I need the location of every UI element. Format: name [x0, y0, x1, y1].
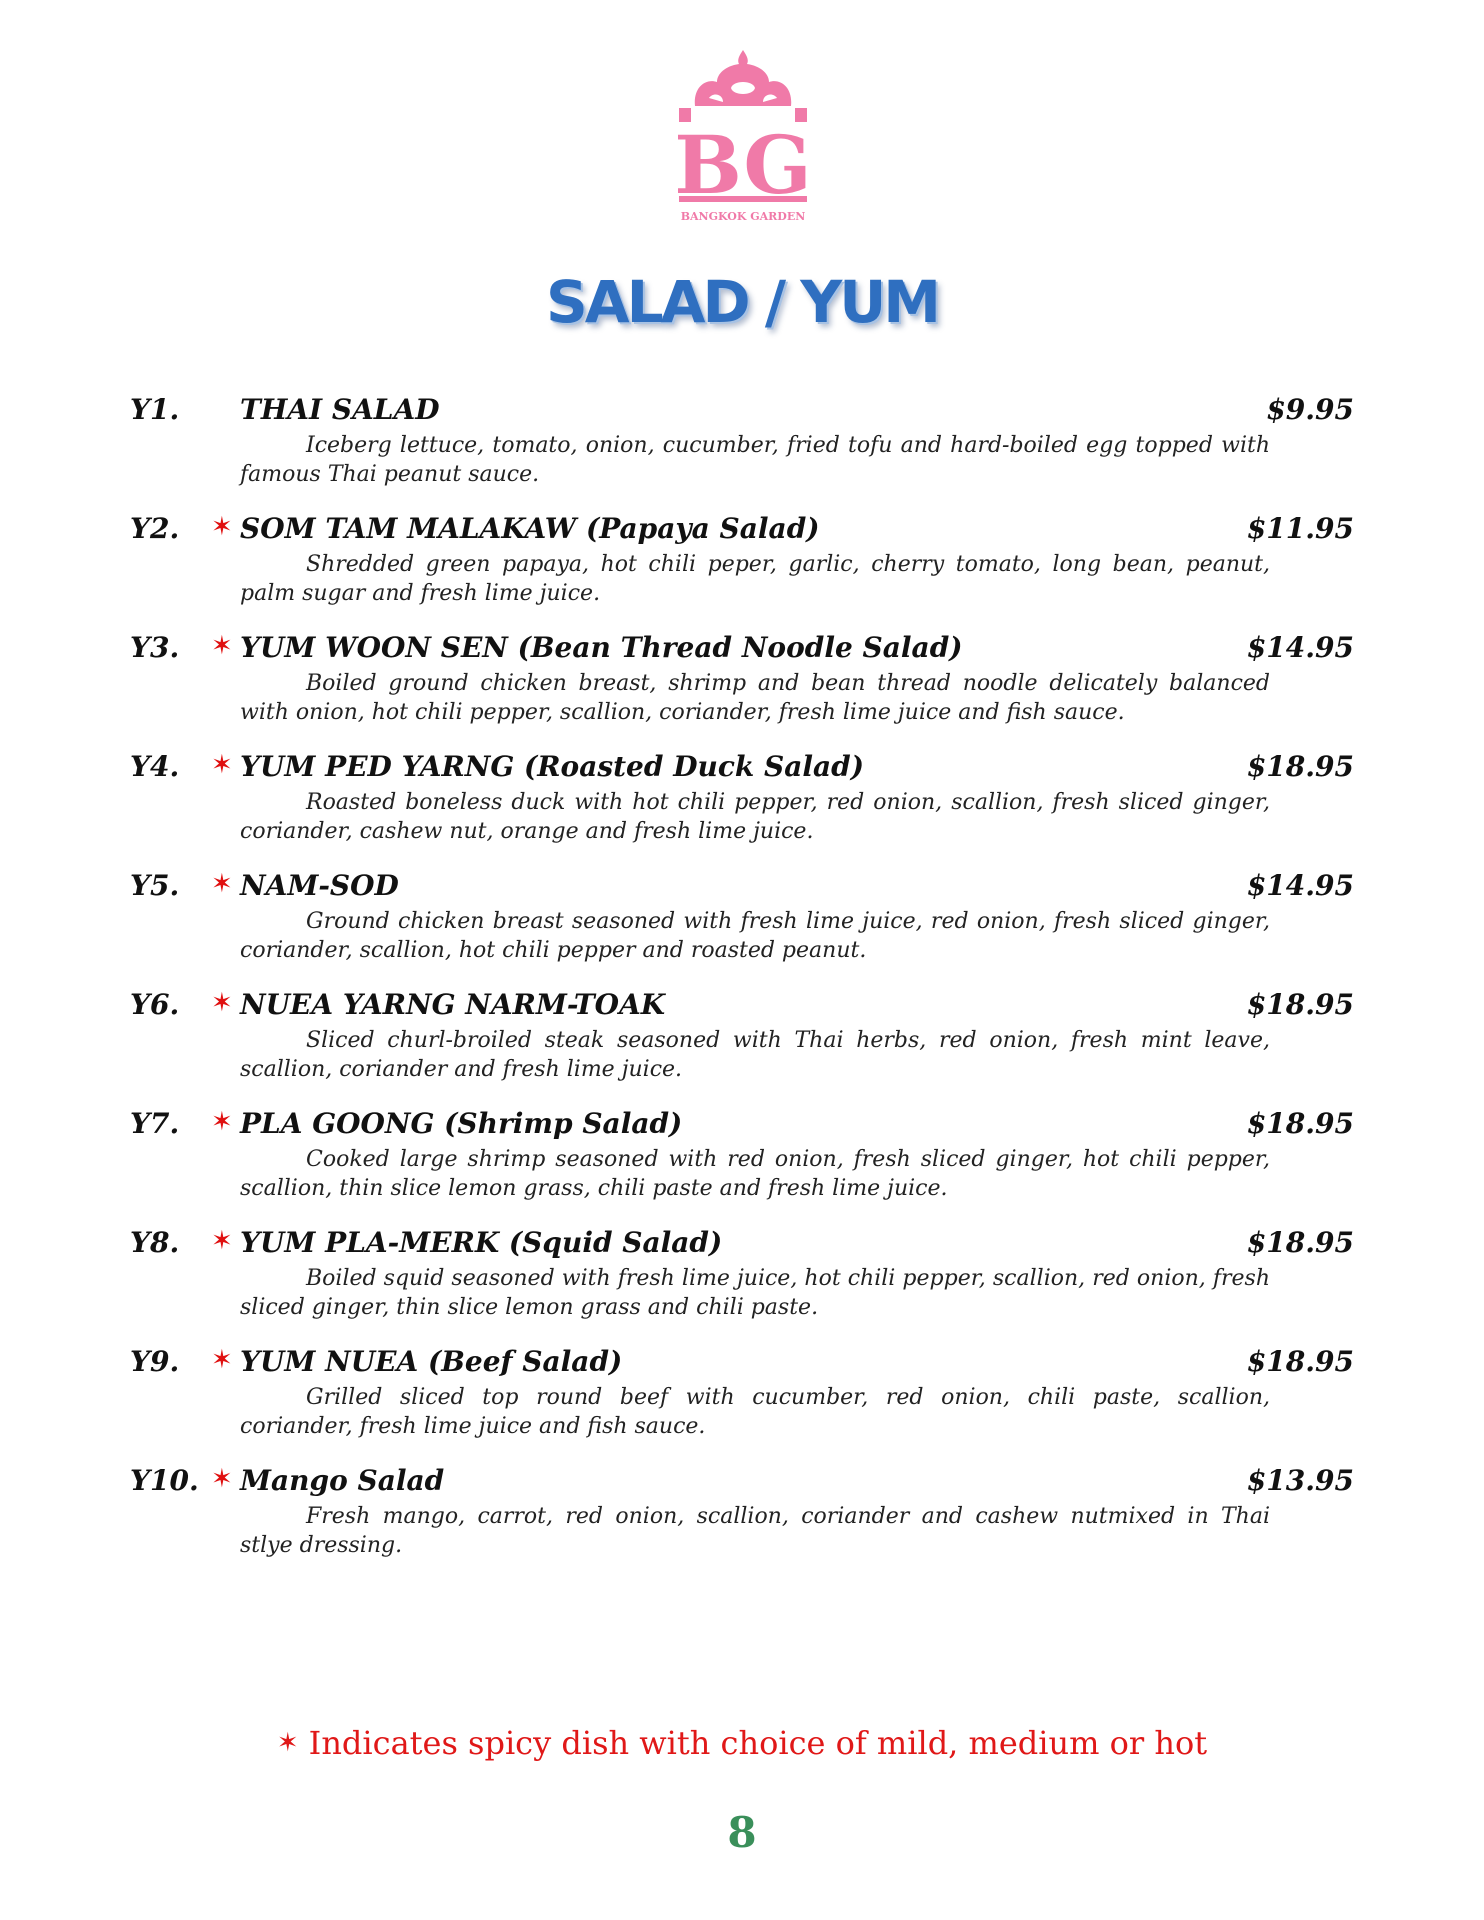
item-code: Y6. [130, 988, 180, 1021]
item-description: Roasted boneless duck with hot chili pepper, red onion, scallion, fresh sliced ginger, coriander, cashew nut, orange and fresh lime juice. [240, 790, 1270, 844]
spicy-star-icon: ✶ [211, 631, 233, 661]
section-title: SALAD / YUM [545, 268, 939, 336]
item-price: $18.95 [1246, 750, 1354, 783]
menu-item [0, 1345, 1484, 1464]
spicy-star-icon: ✶ [211, 869, 233, 899]
item-name: SOM TAM MALAKAW (Papaya Salad) [240, 512, 820, 545]
menu-item [0, 631, 1484, 750]
spicy-star-icon: ✶ [211, 1107, 233, 1137]
item-name: NUEA YARNG NARM-TOAK [240, 988, 666, 1021]
item-name: NAM-SOD [240, 869, 399, 902]
menu-item [0, 1226, 1484, 1345]
item-code: Y10. [130, 1464, 199, 1497]
spicy-star-icon: ✶ [211, 1345, 233, 1375]
item-price: $11.95 [1246, 512, 1354, 545]
menu-item [0, 393, 1484, 512]
spicy-star-icon: ✶ [211, 512, 233, 542]
item-price: $13.95 [1246, 1464, 1354, 1497]
menu-item [0, 1464, 1484, 1583]
item-price: $18.95 [1246, 1345, 1354, 1378]
menu-item-list [0, 393, 1484, 1583]
footnote-text: Indicates spicy dish with choice of mild, medium or hot [308, 1724, 1208, 1762]
item-price: $14.95 [1246, 631, 1354, 664]
menu-item [0, 750, 1484, 869]
page-number: 8 [727, 1808, 757, 1857]
item-description: Cooked large shrimp seasoned with red onion, fresh sliced ginger, hot chili pepper, scallion, thin slice lemon grass, chili paste and fresh lime juice. [240, 1147, 1270, 1201]
item-name: YUM PLA-MERK (Squid Salad) [240, 1226, 723, 1259]
spicy-footnote [0, 1724, 1484, 1762]
spicy-star-icon: ✶ [211, 988, 233, 1018]
item-description: Sliced churl-broiled steak seasoned with Thai herbs, red onion, fresh mint leave, scallion, coriander and fresh lime juice. [240, 1028, 1270, 1082]
logo-caption: BANGKOK GARDEN [680, 210, 806, 223]
item-price: $14.95 [1246, 869, 1354, 902]
item-code: Y2. [130, 512, 180, 545]
item-description: Boiled squid seasoned with fresh lime juice, hot chili pepper, scallion, red onion, fresh sliced ginger, thin slice lemon grass and chili paste. [240, 1266, 1270, 1320]
item-description: Shredded green papaya, hot chili peper, garlic, cherry tomato, long bean, peanut, palm sugar and fresh lime juice. [240, 552, 1270, 606]
item-name: YUM PED YARNG (Roasted Duck Salad) [240, 750, 864, 783]
item-name: Mango Salad [240, 1464, 445, 1497]
item-price: $18.95 [1246, 1107, 1354, 1140]
item-code: Y1. [130, 393, 180, 426]
spicy-star-icon: ✶ [276, 1728, 299, 1758]
item-description: Grilled sliced top round beef with cucumber, red onion, chili paste, scallion, coriander, fresh lime juice and fish sauce. [240, 1385, 1270, 1439]
item-code: Y4. [130, 750, 180, 783]
item-description: Boiled ground chicken breast, shrimp and bean thread noodle delicately balanced with onion, hot chili pepper, scallion, coriander, fresh lime juice and fish sauce. [240, 671, 1270, 725]
item-code: Y5. [130, 869, 180, 902]
item-price: $18.95 [1246, 1226, 1354, 1259]
item-code: Y8. [130, 1226, 180, 1259]
item-price: $9.95 [1266, 393, 1354, 426]
item-code: Y3. [130, 631, 180, 664]
item-description: Ground chicken breast seasoned with fresh lime juice, red onion, fresh sliced ginger, coriander, scallion, hot chili pepper and roasted peanut. [240, 909, 1270, 963]
item-name: THAI SALAD [240, 393, 440, 426]
item-price: $18.95 [1246, 988, 1354, 1021]
spicy-star-icon: ✶ [211, 750, 233, 780]
item-description: Iceberg lettuce, tomato, onion, cucumber, fried tofu and hard-boiled egg topped with famous Thai peanut sauce. [240, 433, 1270, 487]
item-name: YUM NUEA (Beef Salad) [240, 1345, 623, 1378]
lotus-logo-icon [673, 48, 813, 234]
item-description: Fresh mango, carrot, red onion, scallion, coriander and cashew nutmixed in Thai stlye dressing. [240, 1504, 1270, 1558]
menu-item [0, 988, 1484, 1107]
bangkok-garden-logo [673, 48, 813, 234]
item-name: PLA GOONG (Shrimp Salad) [240, 1107, 683, 1140]
item-name: YUM WOON SEN (Bean Thread Noodle Salad) [240, 631, 963, 664]
menu-item [0, 1107, 1484, 1226]
spicy-star-icon: ✶ [211, 1464, 233, 1494]
menu-item [0, 869, 1484, 988]
spicy-star-icon: ✶ [211, 1226, 233, 1256]
menu-item [0, 512, 1484, 631]
item-code: Y7. [130, 1107, 180, 1140]
logo-monogram: BG [674, 118, 812, 212]
item-code: Y9. [130, 1345, 180, 1378]
